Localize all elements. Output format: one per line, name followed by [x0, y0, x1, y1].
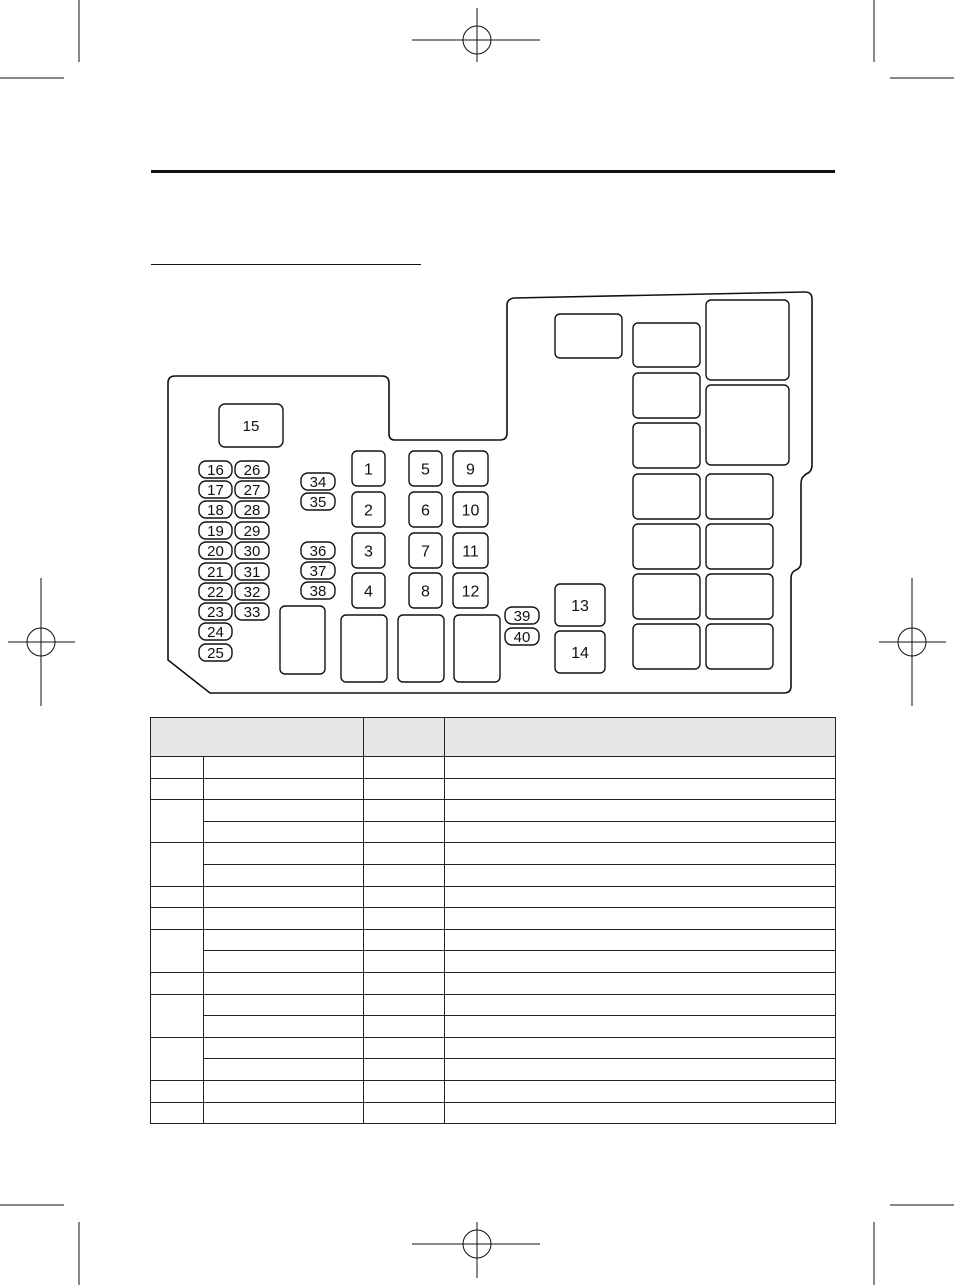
fuse-number-18: 18: [207, 501, 224, 519]
fuse-number-25: 25: [207, 644, 224, 662]
table-header-description: [445, 718, 836, 757]
relay-slot: [555, 314, 622, 358]
fuse-number-4: 4: [364, 583, 373, 601]
fuse-number-27: 27: [243, 481, 261, 499]
table-cell-rating: [364, 843, 445, 865]
fuse-24: [199, 623, 232, 641]
table-cell-rating: [364, 757, 445, 779]
table-cell-rating: [364, 1016, 445, 1038]
fuse-12: [453, 573, 488, 608]
table-cell-name: [204, 1080, 364, 1102]
table-row: [151, 994, 836, 1016]
fuse-number-37: 37: [309, 562, 327, 580]
fuse-number-36: 36: [309, 542, 327, 560]
fuse-16: [199, 461, 232, 479]
fuse-number-33: 33: [243, 603, 261, 621]
fuse-number-39: 39: [513, 607, 531, 625]
fuse-number-20: 20: [207, 542, 224, 560]
table-cell-description: [445, 800, 836, 822]
relay-slot: [398, 615, 444, 682]
fuse-number-14: 14: [571, 644, 589, 662]
relay-slot: [706, 385, 789, 465]
fuse-number-32: 32: [243, 583, 261, 601]
table-row: [151, 1102, 836, 1124]
table-cell-name: [204, 757, 364, 779]
fuse-4: [352, 573, 385, 608]
table-cell-rating: [364, 908, 445, 930]
table-header-location: [151, 718, 364, 757]
fuse-number-15: 15: [242, 417, 260, 435]
table-cell-name: [204, 972, 364, 994]
fuse-number-35: 35: [309, 493, 327, 511]
table-row: [151, 1059, 836, 1081]
table-cell-description: [445, 1059, 836, 1081]
table-cell-rating: [364, 1037, 445, 1059]
fuse-2: [352, 492, 385, 527]
fuse-35: [301, 493, 335, 511]
table-cell-group: [151, 929, 204, 972]
fuse-number-9: 9: [466, 461, 475, 479]
table-cell-name: [204, 1037, 364, 1059]
table-row: [151, 1080, 836, 1102]
table-cell-description: [445, 972, 836, 994]
relay-slot: [706, 300, 789, 380]
table-cell-name: [204, 951, 364, 973]
fuse-40: [505, 628, 539, 646]
fuse-25: [199, 644, 232, 662]
relay-slot: [633, 373, 700, 418]
fuse-number-31: 31: [243, 563, 261, 581]
fuse-32: [235, 583, 269, 601]
fuse-15: [219, 404, 283, 447]
table-cell-description: [445, 1080, 836, 1102]
table-cell-group: [151, 994, 204, 1037]
relay-slot: [706, 624, 773, 669]
fuse-5: [409, 451, 442, 486]
fuse-number-11: 11: [462, 543, 479, 561]
table-cell-description: [445, 821, 836, 843]
table-cell-description: [445, 929, 836, 951]
table-cell-rating: [364, 972, 445, 994]
table-cell-description: [445, 1037, 836, 1059]
table-cell-rating: [364, 1080, 445, 1102]
fuse-8: [409, 573, 442, 608]
table-cell-rating: [364, 778, 445, 800]
table-cell-name: [204, 994, 364, 1016]
fuse-7: [409, 533, 442, 568]
fuse-number-10: 10: [461, 502, 480, 520]
fuse-34: [301, 473, 335, 491]
table-cell-group: [151, 886, 204, 908]
table-cell-rating: [364, 994, 445, 1016]
table-row: [151, 972, 836, 994]
fuse-33: [235, 603, 269, 621]
table-cell-rating: [364, 864, 445, 886]
table-cell-rating: [364, 951, 445, 973]
fuse-37: [301, 562, 335, 580]
table-cell-rating: [364, 929, 445, 951]
table-cell-group: [151, 1102, 204, 1124]
fuse-29: [235, 522, 269, 540]
table-cell-name: [204, 886, 364, 908]
table-cell-description: [445, 1102, 836, 1124]
table-row: [151, 908, 836, 930]
table-row: [151, 886, 836, 908]
table-cell-description: [445, 1016, 836, 1038]
fuse-28: [235, 501, 269, 519]
relay-slot: [633, 323, 700, 367]
fuse-23: [199, 603, 232, 621]
relay-slot: [706, 574, 773, 619]
fuse-18: [199, 501, 232, 519]
fuse-number-38: 38: [309, 582, 327, 600]
table-cell-group: [151, 1080, 204, 1102]
table-cell-name: [204, 864, 364, 886]
table-cell-name: [204, 1016, 364, 1038]
fuse-number-23: 23: [207, 603, 224, 621]
table-header-rating: [364, 718, 445, 757]
fuse-number-17: 17: [207, 481, 224, 499]
table-cell-name: [204, 843, 364, 865]
fuse-number-29: 29: [243, 522, 261, 540]
fuse-11: [453, 533, 488, 568]
table-cell-rating: [364, 1059, 445, 1081]
relay-slot: [633, 474, 700, 519]
table-cell-group: [151, 843, 204, 886]
fuse-6: [409, 492, 442, 527]
fuse-number-24: 24: [207, 623, 224, 641]
table-row: [151, 843, 836, 865]
fuse-number-22: 22: [207, 583, 224, 601]
fuse-number-8: 8: [421, 583, 430, 601]
fuse-39: [505, 607, 539, 625]
fuse-number-28: 28: [243, 501, 261, 519]
fuse-number-2: 2: [364, 502, 373, 520]
table-cell-group: [151, 757, 204, 779]
fuse-1: [352, 451, 385, 486]
fuse-22: [199, 583, 232, 601]
fuse-number-30: 30: [243, 542, 261, 560]
table-cell-group: [151, 800, 204, 843]
relay-slot: [454, 615, 500, 682]
fuse-number-7: 7: [421, 543, 430, 561]
table-cell-rating: [364, 800, 445, 822]
relay-slot: [341, 615, 387, 682]
table-row: [151, 800, 836, 822]
fuse-21: [199, 563, 232, 581]
fuse-10: [453, 492, 488, 527]
relay-slot: [706, 474, 773, 519]
fuse-number-34: 34: [309, 473, 327, 491]
relay-slot: [633, 574, 700, 619]
fuse-19: [199, 522, 232, 540]
fuse-9: [453, 451, 488, 486]
table-cell-description: [445, 994, 836, 1016]
table-cell-description: [445, 843, 836, 865]
table-cell-name: [204, 800, 364, 822]
fuse-number-6: 6: [421, 502, 430, 520]
fuse-30: [235, 542, 269, 560]
table-row: [151, 757, 836, 779]
table-cell-group: [151, 908, 204, 930]
table-cell-rating: [364, 1102, 445, 1124]
table-cell-name: [204, 778, 364, 800]
relay-slot: [280, 606, 325, 674]
fuse-number-3: 3: [364, 543, 373, 561]
table-cell-name: [204, 908, 364, 930]
table-row: [151, 864, 836, 886]
table-cell-name: [204, 821, 364, 843]
relay-slot: [633, 524, 700, 569]
fuse-26: [235, 461, 269, 479]
table-cell-description: [445, 778, 836, 800]
table-row: [151, 778, 836, 800]
fuse-38: [301, 582, 335, 600]
table-cell-group: [151, 1037, 204, 1080]
table-cell-name: [204, 1102, 364, 1124]
relay-slot: [633, 624, 700, 669]
fuse-3: [352, 533, 385, 568]
fuse-31: [235, 563, 269, 581]
table-row: [151, 929, 836, 951]
table-cell-description: [445, 951, 836, 973]
table-row: [151, 1037, 836, 1059]
fuse-number-26: 26: [243, 461, 261, 479]
table-cell-description: [445, 757, 836, 779]
fuse-17: [199, 481, 232, 499]
table-cell-name: [204, 1059, 364, 1081]
table-cell-group: [151, 972, 204, 994]
relay-slot: [633, 423, 700, 468]
table-row: [151, 821, 836, 843]
fuse-27: [235, 481, 269, 499]
fuse-number-21: 21: [207, 563, 224, 581]
fuse-36: [301, 542, 335, 560]
table-row: [151, 1016, 836, 1038]
fuse-number-1: 1: [364, 461, 373, 479]
fuse-14: [555, 631, 605, 673]
fuse-number-5: 5: [421, 461, 430, 479]
fuse-number-13: 13: [571, 597, 589, 615]
fuse-number-12: 12: [461, 583, 480, 601]
table-cell-group: [151, 778, 204, 800]
fuse-20: [199, 542, 232, 560]
table-cell-name: [204, 929, 364, 951]
table-row: [151, 951, 836, 973]
fuse-number-19: 19: [207, 522, 224, 540]
table-cell-description: [445, 864, 836, 886]
relay-slot: [706, 524, 773, 569]
fuse-13: [555, 584, 605, 626]
table-cell-description: [445, 886, 836, 908]
table-cell-description: [445, 908, 836, 930]
fuse-table: [150, 717, 836, 1124]
table-cell-rating: [364, 821, 445, 843]
table-cell-rating: [364, 886, 445, 908]
fuse-number-16: 16: [207, 461, 224, 479]
fuse-number-40: 40: [513, 628, 531, 646]
